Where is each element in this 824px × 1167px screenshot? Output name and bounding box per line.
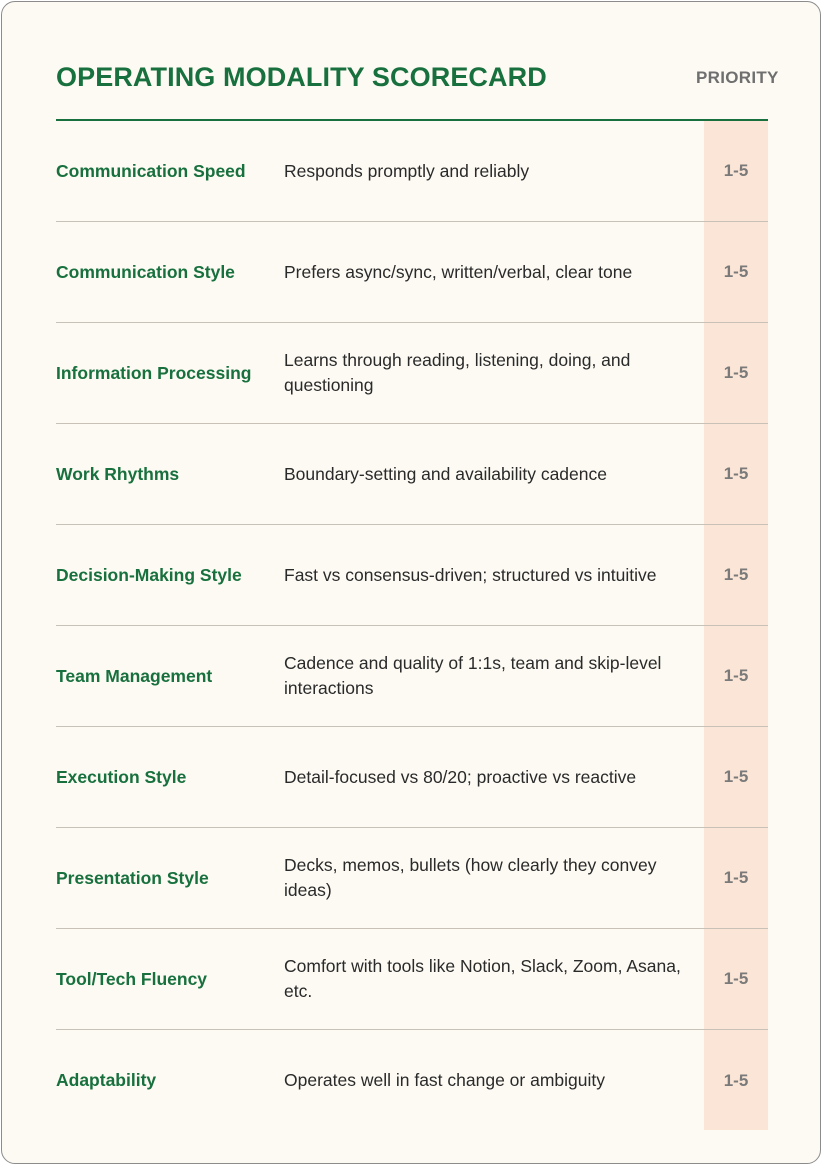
row-label: Tool/Tech Fluency: [56, 968, 208, 989]
row-description: Learns through reading, listening, doing, and questioning: [284, 350, 631, 395]
row-label: Team Management: [56, 665, 213, 686]
row-label: Decision-Making Style: [56, 564, 242, 585]
row-label: Presentation Style: [56, 867, 209, 888]
row-priority-score: 1-5: [723, 464, 749, 483]
scorecard: [1, 1, 821, 1164]
row-label: Execution Style: [56, 766, 187, 787]
row-description: Cadence and quality of 1:1s, team and skip-level interactions: [284, 653, 662, 698]
priority-column-header: PRIORITY: [696, 68, 779, 87]
row-label: Adaptability: [56, 1070, 157, 1090]
row-description: Comfort with tools like Notion, Slack, Zoom, Asana, etc.: [284, 956, 681, 1001]
row-description: Operates well in fast change or ambiguity: [284, 1070, 605, 1090]
row-label: Communication Style: [56, 261, 235, 282]
row-priority-score: 1-5: [723, 363, 749, 382]
row-priority-score: 1-5: [723, 666, 749, 685]
row-priority-score: 1-5: [723, 1070, 749, 1090]
scorecard-row-information-processing: [56, 323, 768, 424]
row-priority-score: 1-5: [723, 767, 749, 786]
scorecard-row-execution-style: [56, 727, 768, 828]
scorecard-row-decision-making-style: [56, 525, 768, 626]
row-label: Communication Speed: [56, 160, 246, 181]
scorecard-row-team-management: [56, 626, 768, 727]
scorecard-row-presentation-style: [56, 828, 768, 929]
row-description: Decks, memos, bullets (how clearly they convey ideas): [284, 855, 657, 900]
row-priority-score: 1-5: [723, 262, 749, 281]
scorecard-row-work-rhythms: [56, 424, 768, 525]
scorecard-row-adaptability: [56, 1030, 768, 1131]
row-description: Detail-focused vs 80/20; proactive vs reactive: [284, 766, 637, 787]
row-description: Boundary-setting and availability cadence: [284, 463, 607, 484]
row-label: Work Rhythms: [56, 463, 180, 484]
row-priority-score: 1-5: [723, 565, 749, 584]
row-priority-score: 1-5: [723, 969, 749, 988]
scorecard-row-communication-style: [56, 222, 768, 323]
row-priority-score: 1-5: [723, 161, 749, 180]
row-description: Fast vs consensus-driven; structured vs intuitive: [284, 564, 657, 585]
row-description: Responds promptly and reliably: [284, 160, 530, 181]
page-title: OPERATING MODALITY SCORECARD: [56, 62, 547, 92]
row-description: Prefers async/sync, written/verbal, clear tone: [284, 261, 633, 282]
row-label: Information Processing: [56, 362, 252, 383]
row-priority-score: 1-5: [723, 868, 749, 887]
scorecard-row-communication-speed: [56, 121, 768, 222]
scorecard-row-tool-tech-fluency: [56, 929, 768, 1030]
